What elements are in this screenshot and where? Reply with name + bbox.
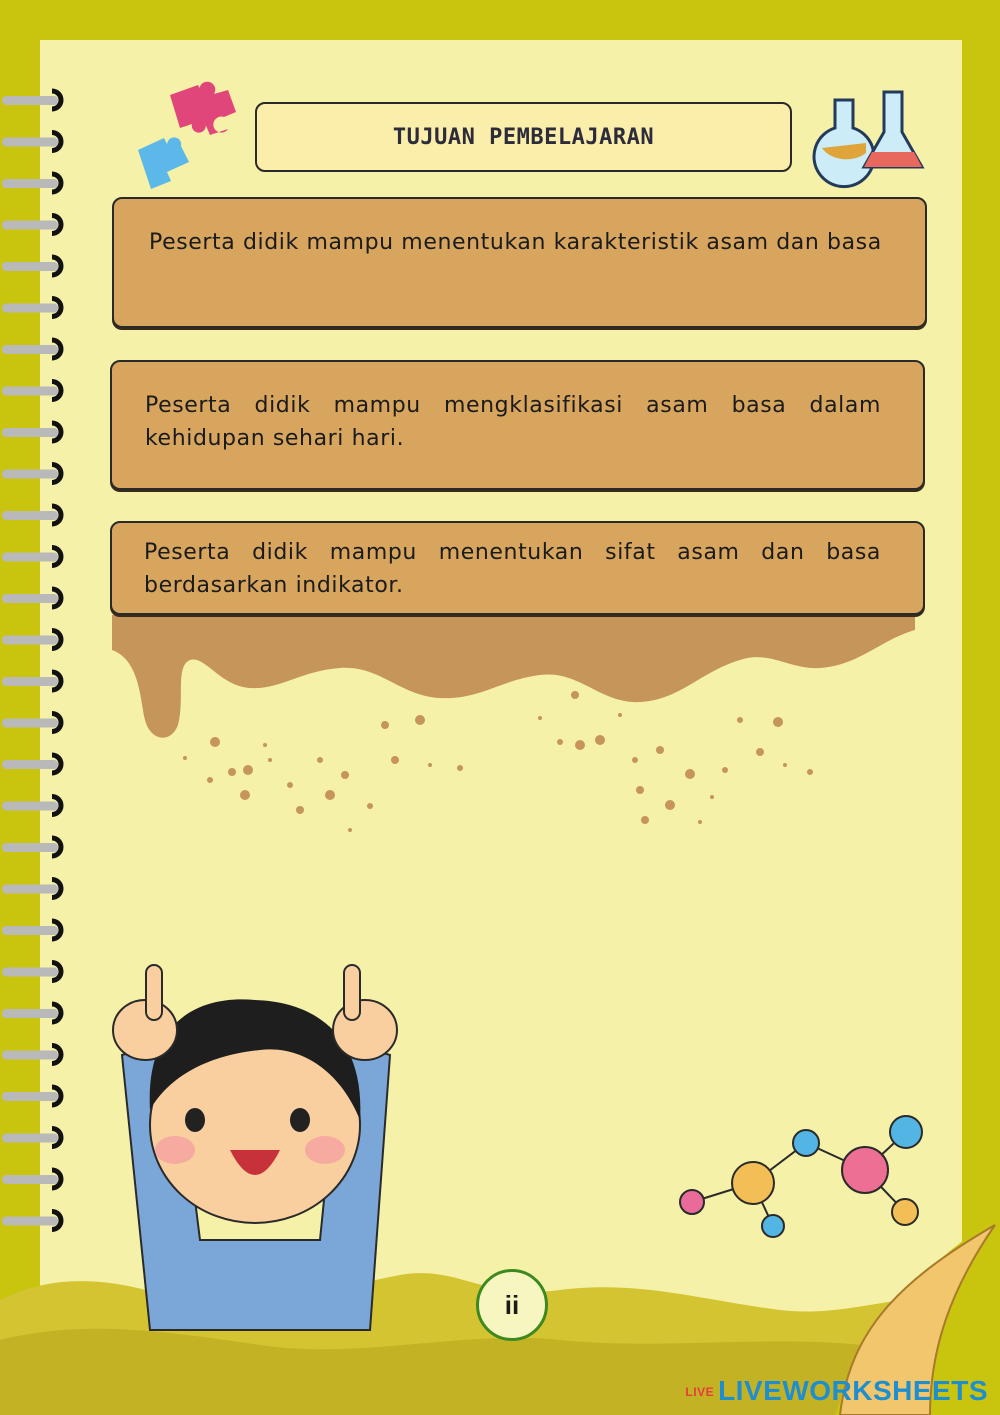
drip-dot <box>665 800 675 810</box>
molecule-icon <box>680 1116 922 1237</box>
drip-dot <box>685 769 695 779</box>
puzzle-icon <box>138 82 236 189</box>
drip-dot <box>428 763 432 767</box>
drip-dot <box>263 743 267 747</box>
objective-card-3 <box>110 521 925 615</box>
drip-dot <box>636 786 644 794</box>
objective-text-1: Peserta didik mampu menentukan karakteristik asam dan basa <box>149 230 882 255</box>
objective-card-2 <box>110 360 925 490</box>
drip-dot <box>656 746 664 754</box>
drip-dot <box>210 737 220 747</box>
brand-logo[interactable] <box>685 1375 988 1407</box>
drip-dot <box>240 790 250 800</box>
drip-dot <box>325 790 335 800</box>
objective-text-3: Peserta didik mampu menentukan sifat asam dan basa berdasarkan indikator. <box>144 540 881 598</box>
drip-dot <box>415 715 425 725</box>
drip-dot <box>783 763 787 767</box>
drip-dot <box>381 721 389 729</box>
brand-badge: LIVE <box>685 1385 715 1399</box>
objective-card-1 <box>112 197 927 328</box>
drip-dot <box>228 768 236 776</box>
page-title: TUJUAN PEMBELAJARAN <box>255 102 792 172</box>
drip-dot <box>348 828 352 832</box>
brand-text: LIVEWORKSHEETS <box>718 1375 988 1406</box>
drip-dot <box>457 765 463 771</box>
drip-dot <box>317 757 323 763</box>
flask-icon <box>814 92 922 187</box>
drip-dot <box>341 771 349 779</box>
boy-illustration <box>113 965 397 1330</box>
drip-dot <box>595 735 605 745</box>
drip-dot <box>618 713 622 717</box>
drip-dot <box>773 717 783 727</box>
drip-dot <box>367 803 373 809</box>
drip-dot <box>268 758 272 762</box>
drip-dot <box>632 757 638 763</box>
page-number: ii <box>476 1269 548 1341</box>
drip-dot <box>287 782 293 788</box>
drip-dot <box>571 691 579 699</box>
drip-dot <box>538 716 542 720</box>
drip-dot <box>737 717 743 723</box>
drip-dot <box>756 748 764 756</box>
drip-dot <box>183 756 187 760</box>
drip-dot <box>557 739 563 745</box>
drip-dot <box>807 769 813 775</box>
drip-dot <box>575 740 585 750</box>
drip-dot <box>207 777 213 783</box>
drip-dot <box>296 806 304 814</box>
drip-dot <box>391 756 399 764</box>
drip-dot <box>698 820 702 824</box>
drip-dot <box>243 765 253 775</box>
drip-dot <box>722 767 728 773</box>
drip-dot <box>710 795 714 799</box>
drip-decoration <box>112 615 915 738</box>
objective-text-2: Peserta didik mampu mengklasifikasi asam basa dalam kehidupan sehari hari. <box>145 393 881 451</box>
drip-dot <box>641 816 649 824</box>
